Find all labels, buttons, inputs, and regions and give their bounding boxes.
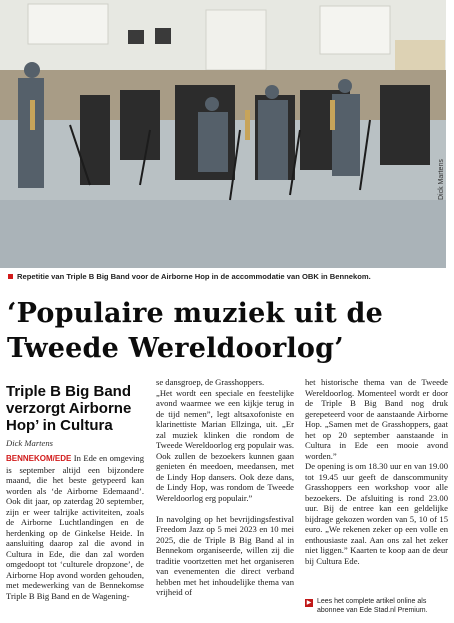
article-column-3: het historische thema van de Tweede Wereldoorlog. Momenteel wordt er door de Triple B Big Band nog druk gerepeteerd voor de aanstaande Airborne Hop. „Samen met de Grasshoppers, gaat het op 20 september aanstaande in Cultura in Ede een mooie avond worden.” De opening is om 18.30 uur en van 19.00 tot 19.45 uur geeft de danscommunity Grasshoppers een workshop voor alle bezoekers. De afsluiting is rond 23.00 uur. Bij de entree kan een geldelijke bijdrage gekozen worden van 5, 10 of 15 euro. „We rekenen zeker op een volle en enthousiaste zaal. Aan ons zal het zeker niet liggen.” Kaarten te koop aan de deur bij Cultura Ede. [305, 377, 448, 566]
article-column-1 [6, 453, 144, 601]
headline-line-1: ‘Populaire muziek uit de [7, 298, 383, 329]
article-subhead: Triple B Big Band verzorgt Airborne Hop’ in Cultura [6, 383, 132, 434]
photo-credit: Dick Martens [438, 159, 445, 200]
promo-text: Lees het complete artikel online als abonnee van Ede Stad.nl Premium. [317, 598, 428, 614]
article-column-2: se dansgroep, de Grasshoppers. „Het wordt een speciale en feestelijke avond waarmee we een kijkje terug in de tijd nemen”, legt altsaxofoniste en klarinettiste Marian Ellzinga, uit. „Er zal muziek klinken die rondom de Tweede Wereldoorlog erg populair was. Ook zullen de bezoekers kunnen gaan genieten én meedoen, meedansen, met de Lindy Hop dansers. Ook deze dans, de Lindy Hop, was rondom de Tweede Wereldoorlog erg populair.” In navolging op het bevrijdingsfestival Freedom Jazz op 5 mei 2023 en 10 mei 2025, die de Triple B Big Band al in Bennekom organiseerde, willen zij die traditie voortzetten met het organiseren van evenementen die direct verband hebben met het inhoudelijke thema van vrijheid of [156, 377, 294, 597]
article-dateline: BENNEKOM/EDE [6, 454, 72, 463]
premium-promo[interactable] [305, 598, 450, 615]
headline-line-2: Tweede Wereldoorlog’ [7, 333, 344, 364]
caption-square-icon [8, 274, 13, 279]
photo-caption [8, 272, 438, 281]
article-headline [7, 296, 447, 366]
article-photo [0, 0, 446, 268]
article-author: Dick Martens [6, 438, 54, 448]
column-1-text: In Ede en omgeving is september altijd een bijzondere maand, die het beste getypeerd kan worden als ‘de Airborne Edemaand’. Ook dit jaar, op zaterdag 20 september, zijn er weer talrijke activiteiten, zoals de Airborne Luchtlandingen en de herdenking op de Ginkelse Heide. In aansluiting daarop zal die avond in Cultura in Ede, die dan zal worden omgedoopt tot ‘culturele dropzone’, de Airborne Hop avond worden gehouden, met medewerking van de Bennekomse Triple B Big Band en de Wagening- [6, 453, 144, 601]
arrow-right-icon: ▶ [306, 600, 312, 606]
caption-text: Repetitie van Triple B Big Band voor de Airborne Hop in de accommodatie van OBK in Bennekom. [17, 272, 371, 281]
band-rehearsal-image [0, 0, 446, 268]
